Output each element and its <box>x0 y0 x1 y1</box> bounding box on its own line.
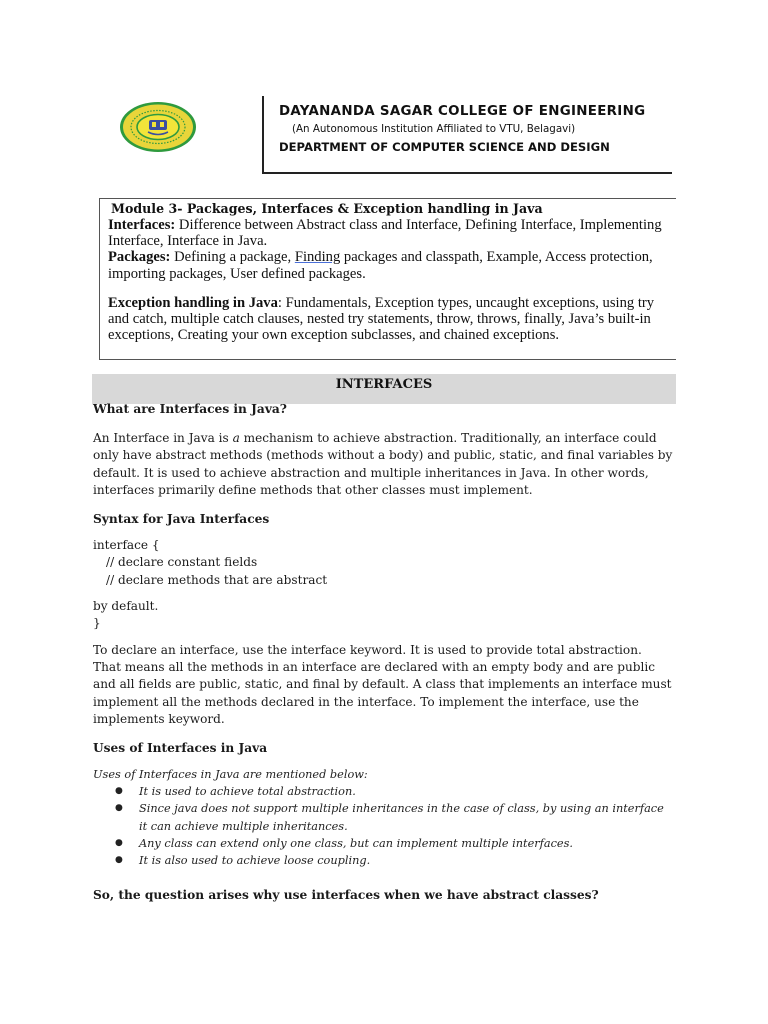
paragraph-intro <box>93 430 673 499</box>
uses-bullet-list <box>115 783 673 869</box>
module-syllabus-box <box>99 198 676 360</box>
main-content <box>93 401 673 904</box>
section-heading-interfaces: INTERFACES <box>92 374 676 404</box>
heading-why-interfaces: So, the question arises why use interfaces when we have abstract classes? <box>93 888 599 903</box>
packages-text-2: packages and classpath, Example, Access protection, importing packages, User defined packages. <box>108 249 653 282</box>
module-interfaces-line <box>108 217 676 249</box>
interfaces-label: Interfaces: <box>108 217 176 233</box>
code-line-1: interface { <box>93 538 160 553</box>
department-name: DEPARTMENT OF COMPUTER SCIENCE AND DESIGN <box>279 140 610 154</box>
code-line-4: by default. <box>93 599 159 614</box>
header-vertical-rule <box>262 96 264 172</box>
paragraph-intro-b: mechanism to achieve abstraction. Traditionally, an interface could only have abstract methods (methods without a body) and public, static, and final variables by default. It is used to achieve abstraction and multiple inheritances in Java. In other words, interfaces primarily define methods that other classes must implement. <box>93 431 673 497</box>
list-item: ● Since java does not support multiple inheritances in the case of class, by using an interface it can achieve multiple inheritances. <box>115 800 673 834</box>
exception-text: : Fundamentals, Exception types, uncaught exceptions, using try and catch, multiple catch clauses, nested try statements, throw, throws, finally, Java’s built-in exceptions, Creating your own exception subclasses, and chained exceptions. <box>108 294 655 344</box>
heading-what-are-interfaces: What are Interfaces in Java? <box>93 402 287 416</box>
list-item: ● It is used to achieve total abstraction. <box>115 783 673 800</box>
module-exception-line <box>108 295 676 344</box>
paragraph-declare-interface: To declare an interface, use the interface keyword. It is used to provide total abstraction. That means all the methods in an interface are declared with an empty body and are public and all fields are public, static, and final by default. A class that implements an interface must implement all the methods declared in the interface. To implement the interface, use the implements keyword. <box>93 642 672 726</box>
code-line-5: } <box>93 616 101 631</box>
packages-underlined-word: Finding <box>294 249 341 266</box>
exception-label: Exception handling in Java <box>108 294 278 311</box>
header-horizontal-rule <box>262 172 672 174</box>
packages-text-1: Defining a package, <box>170 249 295 266</box>
module-title: Module 3- Packages, Interfaces & Exception handling in Java <box>111 201 543 216</box>
packages-label: Packages: <box>108 249 171 266</box>
code-line-3: // declare methods that are abstract <box>106 572 328 587</box>
paragraph-intro-italic: a <box>232 431 240 445</box>
college-logo-icon <box>118 101 198 153</box>
code-line-2: // declare constant fields <box>106 555 258 570</box>
heading-uses: Uses of Interfaces in Java <box>93 741 268 756</box>
paragraph-intro-a: An Interface in Java is <box>93 431 233 445</box>
list-item: ● It is also used to achieve loose coupling. <box>115 852 673 869</box>
list-item: ● Any class can extend only one class, but can implement multiple interfaces. <box>115 835 673 852</box>
heading-syntax: Syntax for Java Interfaces <box>93 512 270 527</box>
document-header <box>0 0 768 180</box>
uses-intro: Uses of Interfaces in Java are mentioned below: <box>93 768 368 782</box>
module-body <box>108 217 676 343</box>
college-name: DAYANANDA SAGAR COLLEGE OF ENGINEERING <box>279 104 646 119</box>
college-affiliation: (An Autonomous Institution Affiliated to VTU, Belagavi) <box>292 123 576 135</box>
module-packages-line <box>108 249 676 281</box>
interfaces-text: Difference between Abstract class and Interface, Defining Interface, Implementing Interface, Interface in Java. <box>108 217 662 250</box>
